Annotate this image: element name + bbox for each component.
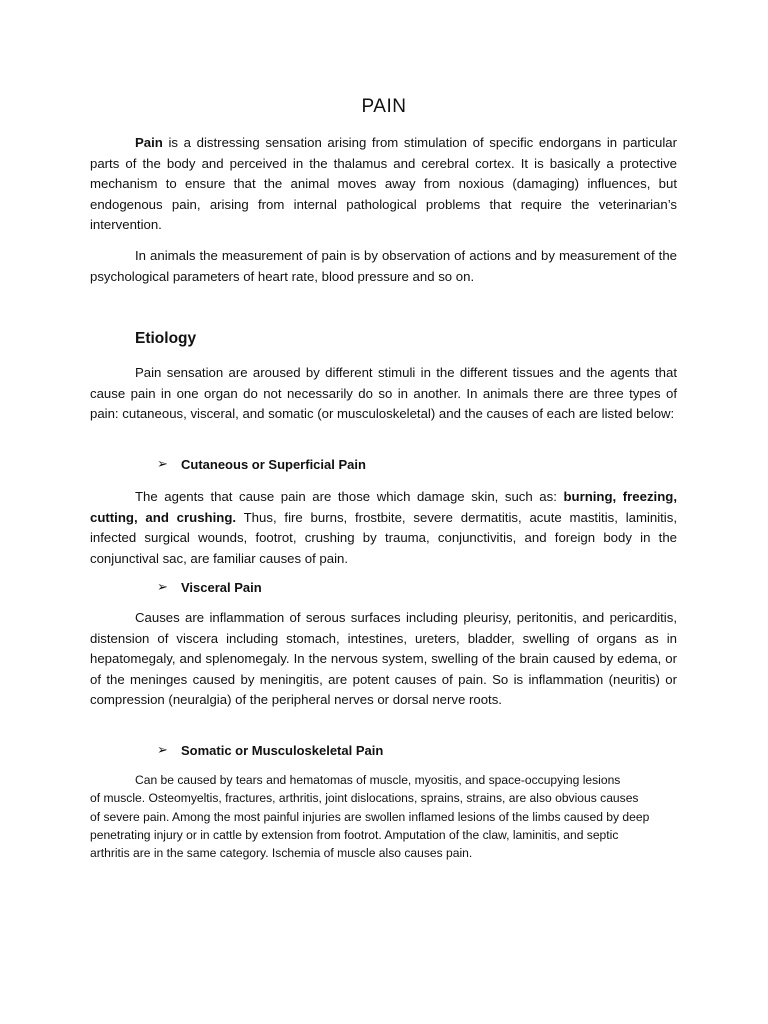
etiology-paragraph-text: Pain sensation are aroused by different stimuli in the different tissues and the agents that cause pain in one organ do not necessarily do so in another. In animals there are three types of pain: cutaneous, visceral, and somatic (or musculoskeletal) and the causes of each are listed below: <box>90 365 677 422</box>
arrow-bullet-icon: ➢ <box>157 579 168 594</box>
visceral-paragraph-text: Causes are inflammation of serous surfaces including pleurisy, peritonitis, and pericarditis, distension of viscera including stomach, intestines, ureters, bladder, swelling of organs as in hepatomegaly, and splenomegaly. In the nervous system, swelling of the brain caused by edema, or of the meninges caused by meningitis, are potent causes of pain. So is inflammation (neuritis) or compression (neuralgia) of the peripheral nerves or dorsal nerve roots. <box>90 610 677 708</box>
etiology-heading: Etiology <box>135 330 197 347</box>
intro-paragraph-1-text: is a distressing sensation arising from stimulation of specific endorgans in particular parts of the body and perceived in the thalamus and cerebral cortex. It is basically a protective mechanism to ensure that the animal moves away from noxious (damaging) influences, but endogenous pain, arising from internal pathological problems that require the veterinarian’s intervention. <box>90 135 677 233</box>
intro-bold-term: Pain <box>135 135 163 150</box>
somatic-line-1-text: Can be caused by tears and hematomas of muscle, myositis, and space-occupying lesions <box>135 773 621 787</box>
arrow-bullet-icon: ➢ <box>157 742 168 757</box>
visceral-paragraph <box>90 608 677 711</box>
somatic-paragraph <box>90 771 690 862</box>
somatic-line-3: of severe pain. Among the most painful injuries are swollen inflamed lesions of the limbs caused by deep <box>90 809 650 824</box>
somatic-line-1 <box>90 771 690 789</box>
cutaneous-text-a: The agents that cause pain are those which damage skin, such as: <box>135 489 564 504</box>
intro-paragraph-2 <box>90 246 677 287</box>
somatic-line-5: arthritis are in the same category. Ischemia of muscle also causes pain. <box>90 846 473 861</box>
bullet-visceral-label: Visceral Pain <box>181 579 262 595</box>
cutaneous-bold-text: burning, freezing, cutting, and crushing. <box>90 489 677 525</box>
bullet-cutaneous-label: Cutaneous or Superficial Pain <box>181 456 366 472</box>
cutaneous-paragraph <box>90 487 677 569</box>
somatic-line-2: of muscle. Osteomyeltis, fractures, arthritis, joint dislocations, sprains, strains, are also obvious causes <box>90 791 639 806</box>
intro-paragraph-2-text: In animals the measurement of pain is by observation of actions and by measurement of the psychological parameters of heart rate, blood pressure and so on. <box>90 248 677 284</box>
arrow-bullet-icon: ➢ <box>157 456 168 471</box>
bullet-somatic-label: Somatic or Musculoskeletal Pain <box>181 742 384 758</box>
somatic-line-4: penetrating injury or in cattle by extension from footrot. Amputation of the claw, laminitis, and septic <box>90 827 619 842</box>
intro-paragraph-1 <box>90 133 677 236</box>
bullet-cutaneous <box>157 456 366 472</box>
cutaneous-text-b: Thus, fire burns, frostbite, severe dermatitis, acute mastitis, laminitis, infected surgical wounds, footrot, crushing by trauma, conjunctivitis, and foreign body in the conjunctival sac, are familiar causes of pain. <box>90 509 677 566</box>
page-title: PAIN <box>361 96 407 117</box>
bullet-somatic <box>157 742 383 758</box>
etiology-paragraph <box>90 363 677 425</box>
bullet-visceral <box>157 579 262 595</box>
